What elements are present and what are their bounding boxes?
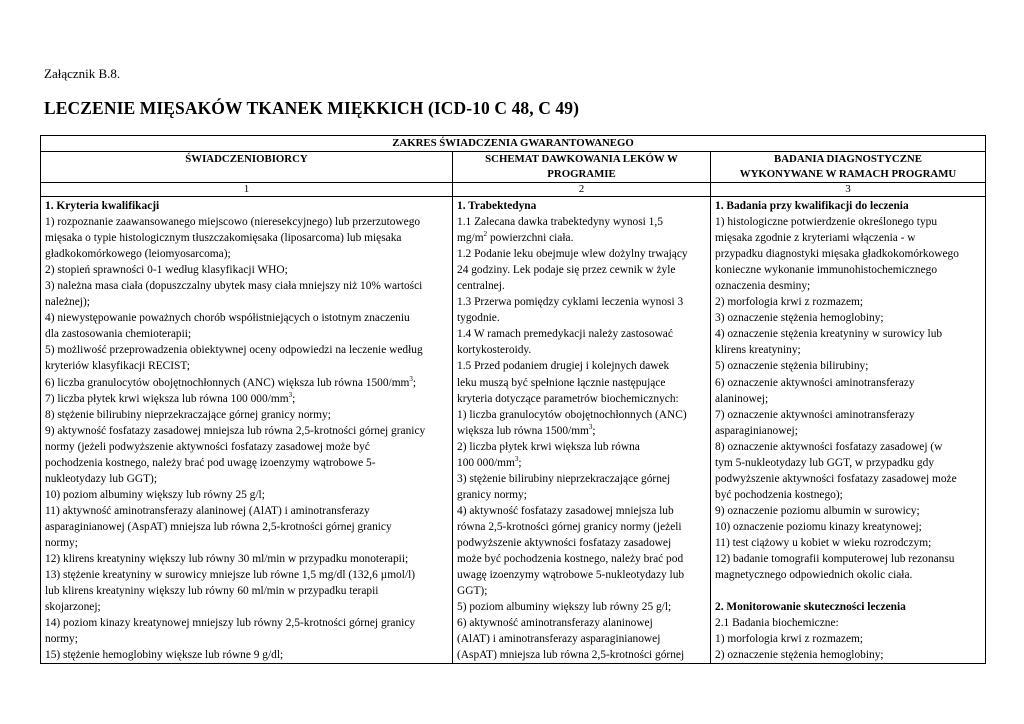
program-table <box>40 135 986 664</box>
text-line-content: 1.1 Zalecana dawka trabektedyny wynosi 1,5 <box>457 216 663 229</box>
text-line <box>45 294 448 310</box>
text-line-content: należnej); <box>45 296 90 309</box>
text-line-content: 2) oznaczenie stężenia hemoglobiny; <box>715 649 884 662</box>
text-line-content: granicy normy; <box>457 488 527 501</box>
text-line <box>715 519 981 535</box>
text-line-content: 15) stężenie hemoglobiny większe lub równe 9 g/dl; <box>45 649 284 662</box>
text-line <box>715 326 981 342</box>
superscript: 3 <box>588 422 593 431</box>
text-line-content: 1.3 Przerwa pomiędzy cyklami leczenia wynosi 3 <box>457 296 684 309</box>
text-line <box>45 503 448 519</box>
text-line <box>457 439 706 455</box>
text-line <box>715 407 981 423</box>
text-line-content: lub klirens kreatyniny większy lub równy 60 ml/min w przypadku terapii <box>45 585 379 598</box>
text-line-content: magnetycznego odpowiednich okolic ciała. <box>715 569 913 582</box>
text-line-content: tygodnie. <box>457 312 500 325</box>
text-line-content: 3) stężenie bilirubiny nieprzekraczające górnej <box>457 472 671 485</box>
text-line-content: 1.2 Podanie leku obejmuje wlew dożylny trwający <box>457 248 688 261</box>
text-line <box>457 615 706 631</box>
text-line <box>45 567 448 583</box>
text-line-content: 3) należna masa ciała (dopuszczalny ubytek masy ciała mniejszy niż 10% wartości <box>45 280 423 293</box>
text-line-content: uwagę izoenzymy wątrobowe 5-nukleotydazy lub <box>457 569 685 582</box>
text-line-content: 4) oznaczenie stężenia kreatyniny w surowicy lub <box>715 328 943 341</box>
text-line <box>715 439 981 455</box>
text-line-content: oznaczenia desminy; <box>715 280 811 293</box>
text-line <box>457 535 706 551</box>
text-line <box>715 615 981 631</box>
text-line <box>45 214 448 230</box>
text-line <box>457 567 706 583</box>
text-line <box>457 358 706 374</box>
superscript: 3 <box>288 390 293 399</box>
text-line-content: przypadku diagnostyki mięsaka gładkokomórkowego <box>715 248 959 261</box>
text-line-content: normy; <box>45 633 78 646</box>
superscript: 2 <box>483 230 488 239</box>
text-line-content: 1.4 W ramach premedykacji należy zastosować <box>457 328 673 341</box>
col3-number: 3 <box>711 183 986 197</box>
col1-header: ŚWIADCZENIOBIORCY <box>41 152 453 183</box>
text-line <box>45 423 448 439</box>
text-line <box>45 487 448 503</box>
text-line-content: 8) stężenie bilirubiny nieprzekraczające górnej granicy normy; <box>45 408 331 421</box>
text-line-content: 1. Badania przy kwalifikacji do leczenia <box>715 200 909 212</box>
text-line <box>457 423 706 439</box>
text-line-content: może być pochodzenia kostnego, należy brać pod <box>457 553 684 566</box>
text-line <box>45 375 448 391</box>
text-line <box>457 198 706 214</box>
dosing-schedule-cell <box>453 197 711 664</box>
col3-header: BADANIA DIAGNOSTYCZNE WYKONYWANE W RAMACH PROGRAMU <box>711 152 986 183</box>
text-line <box>715 391 981 407</box>
text-line <box>45 358 448 374</box>
text-line <box>457 599 706 615</box>
text-line-content: mięsaka o typie histologicznym tłuszczakomięsaka (liposarcoma) lub mięsaka <box>45 232 402 245</box>
text-line-content: 11) test ciążowy u kobiet w wieku rozrodczym; <box>715 536 932 549</box>
text-line-content: pochodzenia kostnego, należy brać pod uwagę izoenzymy wątrobowe 5- <box>45 456 376 469</box>
text-line-content: kortykosteroidy. <box>457 344 532 357</box>
text-line <box>715 230 981 246</box>
text-line-content: kryteria dotyczące parametrów biochemicznych: <box>457 392 679 405</box>
text-line <box>715 358 981 374</box>
text-line-content: 7) liczba płytek krwi większa lub równa 100 000/mm <box>45 392 289 405</box>
text-line-content: 1) rozpoznanie zaawansowanego miejscowo (nieresekcyjnego) lub przerzutowego <box>45 216 421 229</box>
text-line-content: 6) aktywność aminotransferazy alaninowej <box>457 617 653 630</box>
text-line-content: mg/m <box>457 232 484 245</box>
text-line <box>45 535 448 551</box>
text-line-content: GGT); <box>457 585 488 598</box>
text-line <box>715 342 981 358</box>
text-line <box>457 471 706 487</box>
text-line <box>715 455 981 471</box>
text-line <box>457 407 706 423</box>
text-line <box>45 439 448 455</box>
text-line-content: asparaginianowej; <box>715 424 798 437</box>
text-line-content: 2) liczba płytek krwi większa lub równa <box>457 440 640 453</box>
text-line-content: większa lub równa 1500/mm <box>457 424 589 437</box>
text-line <box>45 551 448 567</box>
text-line <box>457 455 706 471</box>
text-line <box>715 278 981 294</box>
text-line <box>715 567 981 583</box>
col1-number: 1 <box>41 183 453 197</box>
superscript: 3 <box>409 374 413 383</box>
text-line-content: normy (jeżeli podwyższenie aktywności fosfatazy zasadowej może być <box>45 440 370 453</box>
text-line-content: normy; <box>45 536 78 549</box>
col2-number: 2 <box>453 183 711 197</box>
diagnostics-cell <box>711 197 986 664</box>
text-line-content: 5) oznaczenie stężenia bilirubiny; <box>715 360 869 373</box>
text-line-content: (AspAT) mniejsza lub równa 2,5-krotności górnej <box>457 649 685 662</box>
text-line <box>715 246 981 262</box>
text-line <box>715 214 981 230</box>
text-line-content: 8) oznaczenie aktywności fosfatazy zasadowej (w <box>715 440 943 453</box>
text-line <box>457 310 706 326</box>
text-line-content: tym 5-nukleotydazy lub GGT, w przypadku gdy <box>715 456 935 469</box>
text-line-content: asparaginianowej (AspAT) mniejsza lub równa 2,5-krotności górnej granicy <box>45 520 392 533</box>
text-line-content: równa 2,5-krotności górnej granicy normy (jeżeli <box>457 520 682 533</box>
main-header: ZAKRES ŚWIADCZENIA GWARANTOWANEGO <box>41 136 986 152</box>
text-line <box>457 294 706 310</box>
text-line-content: 1) liczba granulocytów obojętnochłonnych (ANC) <box>457 408 687 421</box>
annex-label: Załącznik B.8. <box>44 66 121 81</box>
text-line <box>45 519 448 535</box>
text-line-content: 100 000/mm <box>457 456 515 469</box>
text-line-content: 9) oznaczenie poziomu albumin w surowicy; <box>715 504 920 517</box>
text-line <box>457 631 706 647</box>
text-line-content: centralnej. <box>457 280 505 293</box>
text-line-content: 1) morfologia krwi z rozmazem; <box>715 633 864 646</box>
text-line <box>45 310 448 326</box>
text-line-content: alaninowej; <box>715 392 769 405</box>
text-line <box>715 294 981 310</box>
text-line-content: 2) morfologia krwi z rozmazem; <box>715 296 864 309</box>
text-line-content: 14) poziom kinazy kreatynowej mniejszy lub równy 2,5-krotności górnej granicy <box>45 617 416 630</box>
superscript-trailing-text: ; <box>518 456 522 469</box>
text-line <box>457 375 706 391</box>
text-line <box>715 631 981 647</box>
text-line-content: klirens kreatyniny; <box>715 344 801 357</box>
text-line-content: 5) poziom albuminy większy lub równy 25 g/l; <box>457 601 672 614</box>
text-line <box>715 583 981 599</box>
text-line <box>715 487 981 503</box>
text-line <box>45 391 448 407</box>
text-line <box>457 551 706 567</box>
text-line-content: 3) oznaczenie stężenia hemoglobiny; <box>715 312 884 325</box>
text-line <box>45 342 448 358</box>
text-line-content: 6) oznaczenie aktywności aminotransferazy <box>715 376 915 389</box>
text-line-content: 12) klirens kreatyniny większy lub równy 30 ml/min w przypadku monoterapii; <box>45 553 409 566</box>
text-line-content: 2) stopień sprawności 0-1 według klasyfikacji WHO; <box>45 264 288 277</box>
text-line <box>715 198 981 214</box>
text-line <box>45 198 448 214</box>
text-line <box>45 455 448 471</box>
text-line-content: 2. Monitorowanie skuteczności leczenia <box>715 601 906 614</box>
text-line-content: 13) stężenie kreatyniny w surowicy mniejsze lub równe 1,5 mg/dl (132,6 µmol/l) <box>45 569 416 582</box>
text-line <box>457 246 706 262</box>
text-line <box>457 503 706 519</box>
text-line <box>715 647 981 663</box>
text-line-content: leku muszą być spełnione łącznie następujące <box>457 376 666 389</box>
col2-header: SCHEMAT DAWKOWANIA LEKÓW W PROGRAMIE <box>453 152 711 183</box>
text-line-content: mięsaka zgodnie z kryteriami włączenia - w <box>715 232 916 245</box>
text-line-content: 9) aktywność fosfatazy zasadowej mniejsza lub równa 2,5-krotności górnej granicy <box>45 424 426 437</box>
text-line <box>45 471 448 487</box>
text-line <box>457 647 706 663</box>
text-line <box>457 262 706 278</box>
text-line-content: 7) oznaczenie aktywności aminotransferazy <box>715 408 915 421</box>
text-line <box>715 423 981 439</box>
text-line-content: 24 godziny. Lek podaje się przez cewnik w żyle <box>457 264 676 277</box>
text-line <box>715 503 981 519</box>
text-line <box>45 647 448 663</box>
text-line <box>715 310 981 326</box>
text-line <box>457 583 706 599</box>
text-line <box>45 230 448 246</box>
text-line-content: 1. Kryteria kwalifikacji <box>45 200 160 212</box>
text-line-content: 1. Trabektedyna <box>457 200 537 212</box>
superscript-trailing-text: powierzchni ciała. <box>487 232 574 245</box>
text-line-content: 12) badanie tomografii komputerowej lub rezonansu <box>715 553 955 566</box>
text-line-content: 2.1 Badania biochemiczne: <box>715 617 839 630</box>
text-line <box>45 278 448 294</box>
text-line <box>457 391 706 407</box>
text-line-content: 1.5 Przed podaniem drugiej i kolejnych dawek <box>457 360 670 373</box>
text-line-content: gładkokomórkowego (leiomyosarcoma); <box>45 248 231 261</box>
text-line-content: nukleotydazy lub GGT); <box>45 472 157 485</box>
text-line <box>45 599 448 615</box>
text-line-content: konieczne wykonanie immunohistochemicznego <box>715 264 938 277</box>
text-line <box>45 262 448 278</box>
text-line-content: 10) poziom albuminy większy lub równy 25 g/l; <box>45 488 265 501</box>
text-line <box>457 519 706 535</box>
superscript-trailing-text: ; <box>412 376 417 389</box>
superscript-trailing-text: ; <box>592 424 596 437</box>
text-line-content: podwyższenie aktywności fosfatazy zasadowej <box>457 536 672 549</box>
text-line <box>715 599 981 615</box>
text-line <box>457 342 706 358</box>
text-line-content: być pochodzenia kostnego); <box>715 488 843 501</box>
text-line-content: skojarzonej; <box>45 601 101 614</box>
superscript: 3 <box>514 454 519 463</box>
text-line <box>715 375 981 391</box>
text-line <box>45 326 448 342</box>
text-line <box>457 326 706 342</box>
text-line <box>457 487 706 503</box>
text-line-content: podwyższenie aktywności fosfatazy zasadowej może <box>715 472 957 485</box>
text-line-content: dla zastosowania chemioterapii; <box>45 328 192 341</box>
text-line <box>45 246 448 262</box>
text-line <box>457 214 706 230</box>
text-line <box>457 278 706 294</box>
text-line <box>45 615 448 631</box>
text-line <box>715 551 981 567</box>
text-line-content: (AlAT) i aminotransferazy asparaginianowej <box>457 633 661 646</box>
text-line <box>715 535 981 551</box>
text-line-content: 11) aktywność aminotransferazy alaninowej (AlAT) i aminotransferazy <box>45 504 370 517</box>
text-line-content: 10) oznaczenie poziomu kinazy kreatynowej; <box>715 520 922 533</box>
text-line-content: kryteriów klasyfikacji RECIST; <box>45 360 190 373</box>
text-line-content: 5) możliwość przeprowadzenia obiektywnej oceny odpowiedzi na leczenie według <box>45 344 423 357</box>
text-line <box>715 471 981 487</box>
superscript-trailing-text: ; <box>292 392 296 405</box>
text-line <box>45 583 448 599</box>
text-line-content: 4) aktywność fosfatazy zasadowej mniejsza lub <box>457 504 674 517</box>
text-line-content: 6) liczba granulocytów obojętnochłonnych (ANC) większa lub równa 1500/mm <box>45 376 410 389</box>
text-line <box>715 262 981 278</box>
text-line <box>45 631 448 647</box>
text-line-content: 1) histologiczne potwierdzenie określonego typu <box>715 216 938 229</box>
text-line-content: 4) niewystępowanie poważnych chorób współistniejących o istotnym znaczeniu <box>45 312 410 325</box>
text-line <box>457 230 706 246</box>
eligibility-criteria-cell <box>41 197 453 664</box>
text-line <box>45 407 448 423</box>
page-title: LECZENIE MIĘSAKÓW TKANEK MIĘKKICH (ICD-10 C 48, C 49) <box>44 98 580 118</box>
